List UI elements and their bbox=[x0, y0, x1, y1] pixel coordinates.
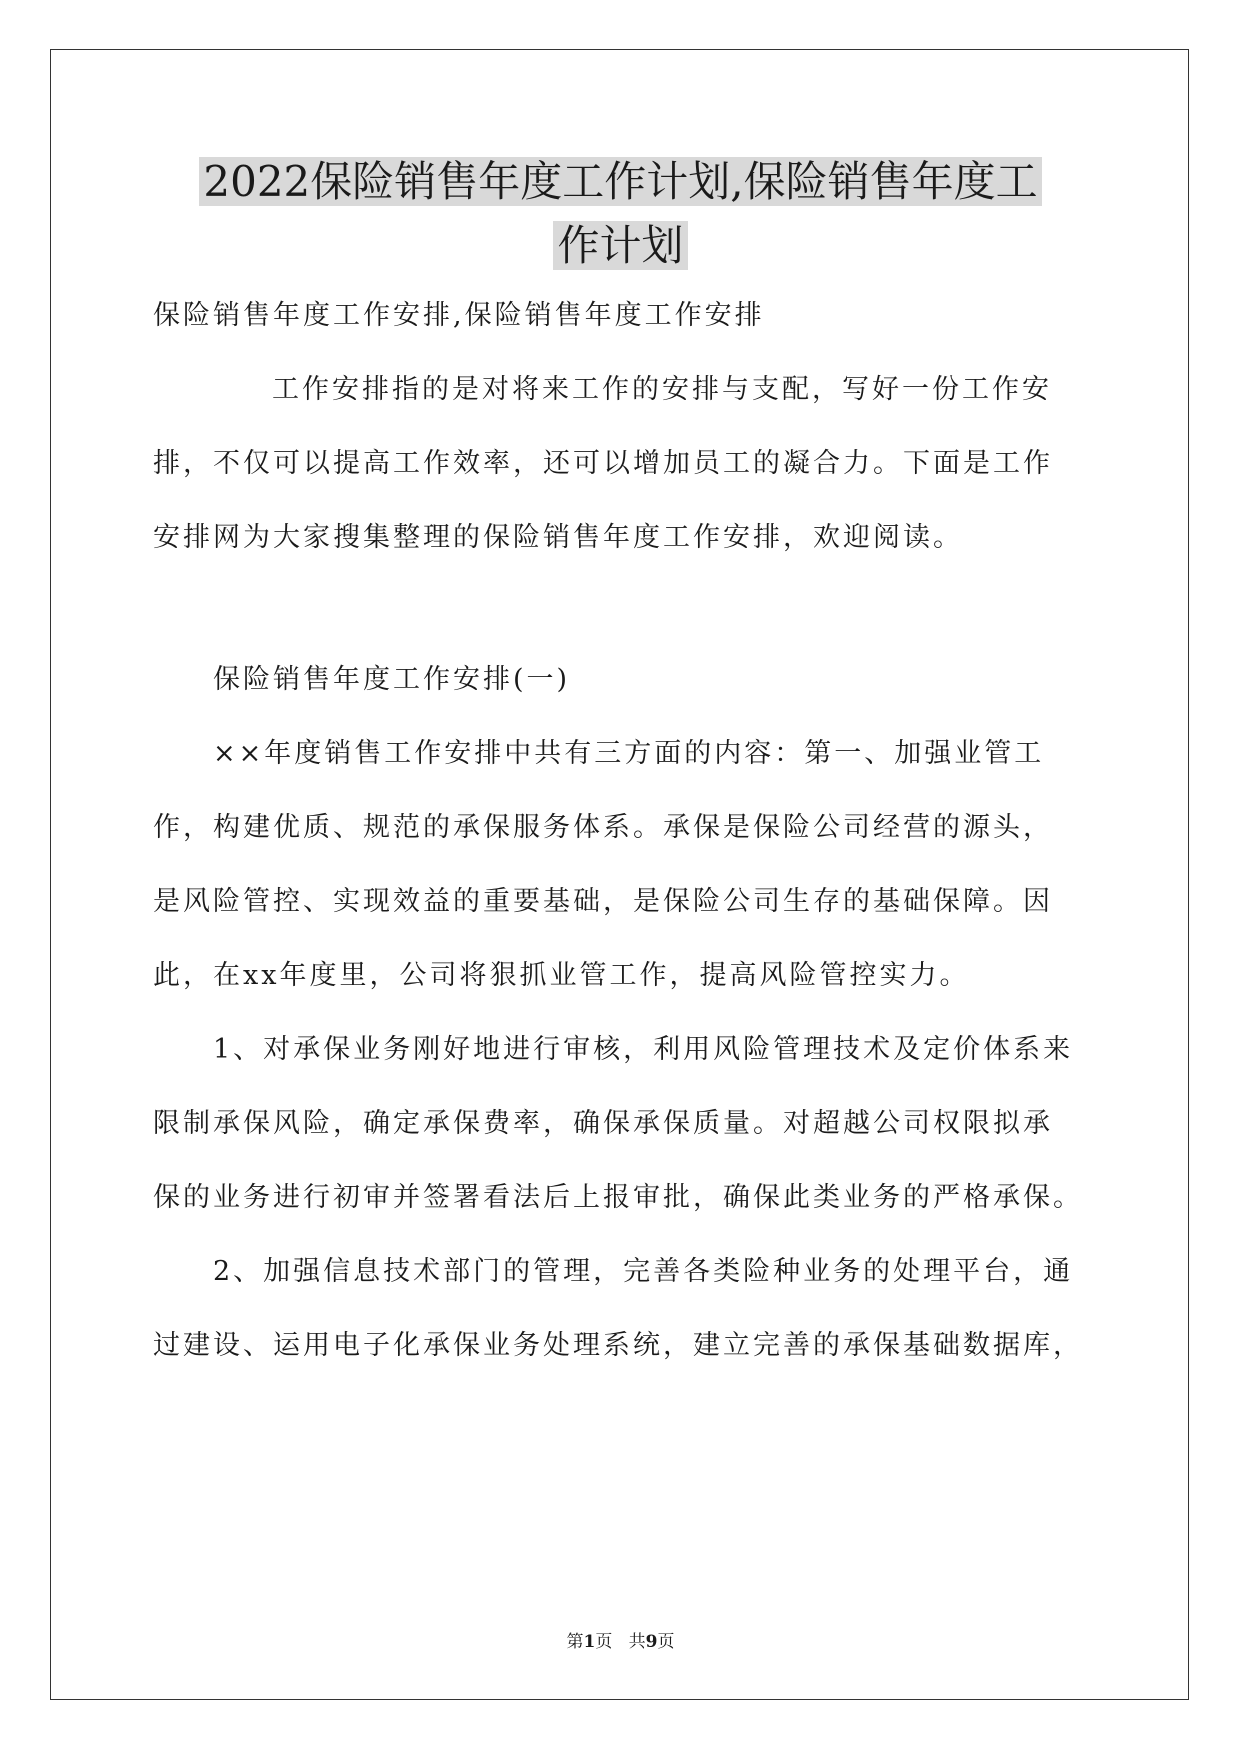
page-suffix: 页 bbox=[595, 1632, 613, 1652]
page-border bbox=[50, 49, 1189, 1700]
page-prefix: 第 bbox=[566, 1632, 584, 1652]
section-heading: 保险销售年度工作安排(一) bbox=[213, 664, 571, 695]
body-line: 此，在xx年度里，公司将狠抓业管工作，提高风险管控实力。 bbox=[153, 960, 970, 991]
body-line: 是风险管控、实现效益的重要基础，是保险公司生存的基础保障。因 bbox=[153, 886, 1053, 917]
title-line-1: 2022保险销售年度工作计划,保险销售年度工 bbox=[199, 157, 1041, 206]
body-line: 安排网为大家搜集整理的保险销售年度工作安排，欢迎阅读。 bbox=[153, 522, 963, 553]
subtitle-line: 保险销售年度工作安排,保险销售年度工作安排 bbox=[153, 300, 765, 331]
body-line: 排，不仅可以提高工作效率，还可以增加员工的凝合力。下面是工作 bbox=[153, 448, 1053, 479]
body-line: 限制承保风险，确定承保费率，确保承保质量。对超越公司权限拟承 bbox=[153, 1108, 1053, 1139]
total-suffix: 页 bbox=[657, 1632, 675, 1652]
body-line: 过建设、运用电子化承保业务处理系统，建立完善的承保基础数据库， bbox=[153, 1330, 1083, 1361]
body-line: 2、加强信息技术部门的管理，完善各类险种业务的处理平台，通 bbox=[213, 1256, 1074, 1287]
title-line-2: 作计划 bbox=[553, 221, 687, 270]
total-prefix: 共 bbox=[628, 1632, 646, 1652]
body-line: 1、对承保业务刚好地进行审核，利用风险管理技术及定价体系来 bbox=[213, 1034, 1074, 1065]
document-title bbox=[0, 150, 1241, 278]
body-line: 保的业务进行初审并签署看法后上报审批，确保此类业务的严格承保。 bbox=[153, 1182, 1083, 1213]
page-footer bbox=[0, 1630, 1241, 1654]
body-line: 工作安排指的是对将来工作的安排与支配，写好一份工作安 bbox=[272, 374, 1052, 405]
current-page-number: 1 bbox=[583, 1632, 596, 1652]
body-line: 作，构建优质、规范的承保服务体系。承保是保险公司经营的源头， bbox=[153, 812, 1053, 843]
body-line: ××年度销售工作安排中共有三方面的内容：第一、加强业管工 bbox=[213, 738, 1045, 769]
total-page-number: 9 bbox=[645, 1632, 658, 1652]
